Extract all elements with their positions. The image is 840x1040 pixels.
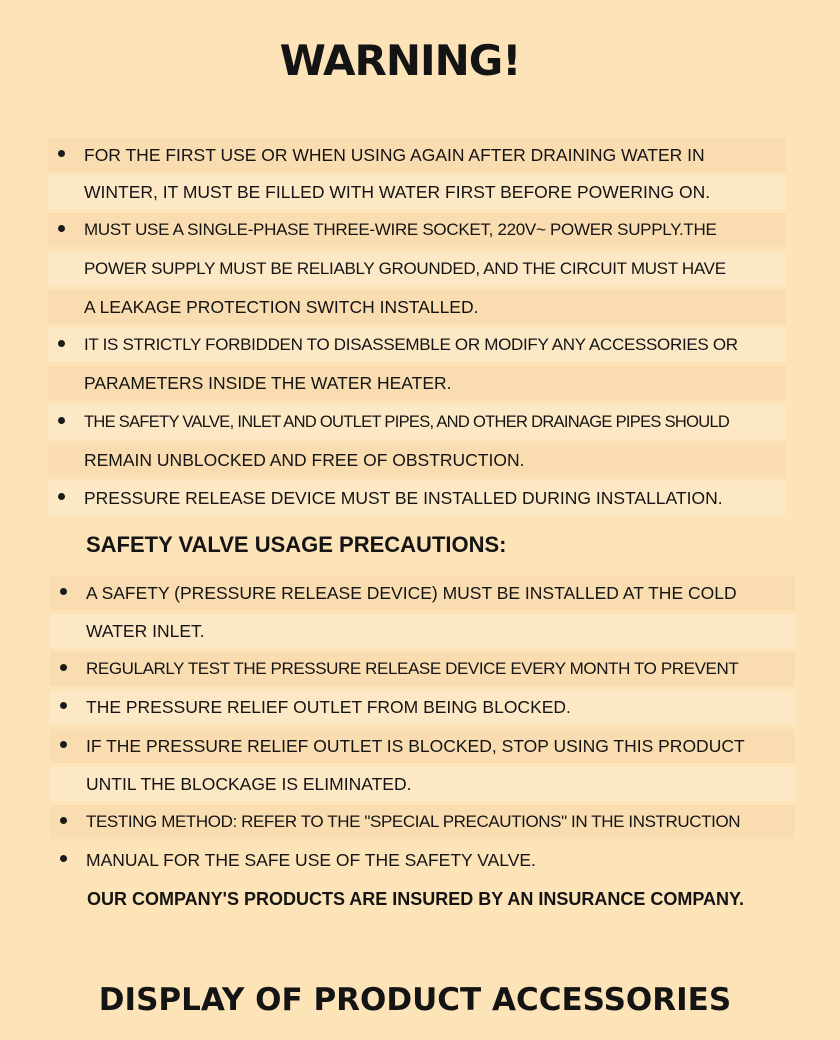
list-item: IT IS STRICTLY FORBIDDEN TO DISASSEMBLE OR MODIFY ANY ACCESSORIES OR xyxy=(48,328,786,362)
list-item-continuation: PARAMETERS INSIDE THE WATER HEATER. xyxy=(48,366,786,400)
list-item: THE PRESSURE RELIEF OUTLET FROM BEING BLOCKED. xyxy=(50,690,795,724)
list-item: TESTING METHOD: REFER TO THE "SPECIAL PRECAUTIONS" IN THE INSTRUCTION xyxy=(50,805,795,839)
list-item-continuation: WATER INLET. xyxy=(50,614,795,648)
list-item: FOR THE FIRST USE OR WHEN USING AGAIN AFTER DRAINING WATER IN xyxy=(48,138,786,172)
list-item: MANUAL FOR THE SAFE USE OF THE SAFETY VALVE. xyxy=(50,843,795,877)
list-item: THE SAFETY VALVE, INLET AND OUTLET PIPES, AND OTHER DRAINAGE PIPES SHOULD xyxy=(48,405,786,439)
bullet-icon xyxy=(60,741,67,748)
warning-title: WARNING! xyxy=(279,36,521,85)
list-item: PRESSURE RELEASE DEVICE MUST BE INSTALLED DURING INSTALLATION. xyxy=(48,481,786,515)
list-item-continuation: WINTER, IT MUST BE FILLED WITH WATER FIRST BEFORE POWERING ON. xyxy=(48,175,786,209)
list-item-continuation: POWER SUPPLY MUST BE RELIABLY GROUNDED, AND THE CIRCUIT MUST HAVE xyxy=(48,252,786,286)
insurance-note: OUR COMPANY'S PRODUCTS ARE INSURED BY AN INSURANCE COMPANY. xyxy=(87,889,744,909)
bullet-icon xyxy=(58,493,65,500)
list-item: REGULARLY TEST THE PRESSURE RELEASE DEVICE EVERY MONTH TO PREVENT xyxy=(50,652,795,686)
bullet-icon xyxy=(60,588,67,595)
list-item-continuation: UNTIL THE BLOCKAGE IS ELIMINATED. xyxy=(50,767,795,801)
list-item-continuation: REMAIN UNBLOCKED AND FREE OF OBSTRUCTION. xyxy=(48,443,786,477)
list-item: A SAFETY (PRESSURE RELEASE DEVICE) MUST BE INSTALLED AT THE COLD xyxy=(50,576,795,610)
accessories-heading: DISPLAY OF PRODUCT ACCESSORIES xyxy=(98,982,732,1018)
bullet-icon xyxy=(60,702,67,709)
list-item-continuation: A LEAKAGE PROTECTION SWITCH INSTALLED. xyxy=(48,290,786,324)
bullet-icon xyxy=(58,150,65,157)
bullet-icon xyxy=(58,225,65,232)
bullet-icon xyxy=(60,855,67,862)
list-item: IF THE PRESSURE RELIEF OUTLET IS BLOCKED, STOP USING THIS PRODUCT xyxy=(50,729,795,763)
bullet-icon xyxy=(58,417,65,424)
list-item: MUST USE A SINGLE-PHASE THREE-WIRE SOCKET, 220V~ POWER SUPPLY.THE xyxy=(48,213,786,247)
bullet-icon xyxy=(60,817,67,824)
safety-valve-subheading: SAFETY VALVE USAGE PRECAUTIONS: xyxy=(86,532,507,557)
bullet-icon xyxy=(60,664,67,671)
bullet-icon xyxy=(58,340,65,347)
